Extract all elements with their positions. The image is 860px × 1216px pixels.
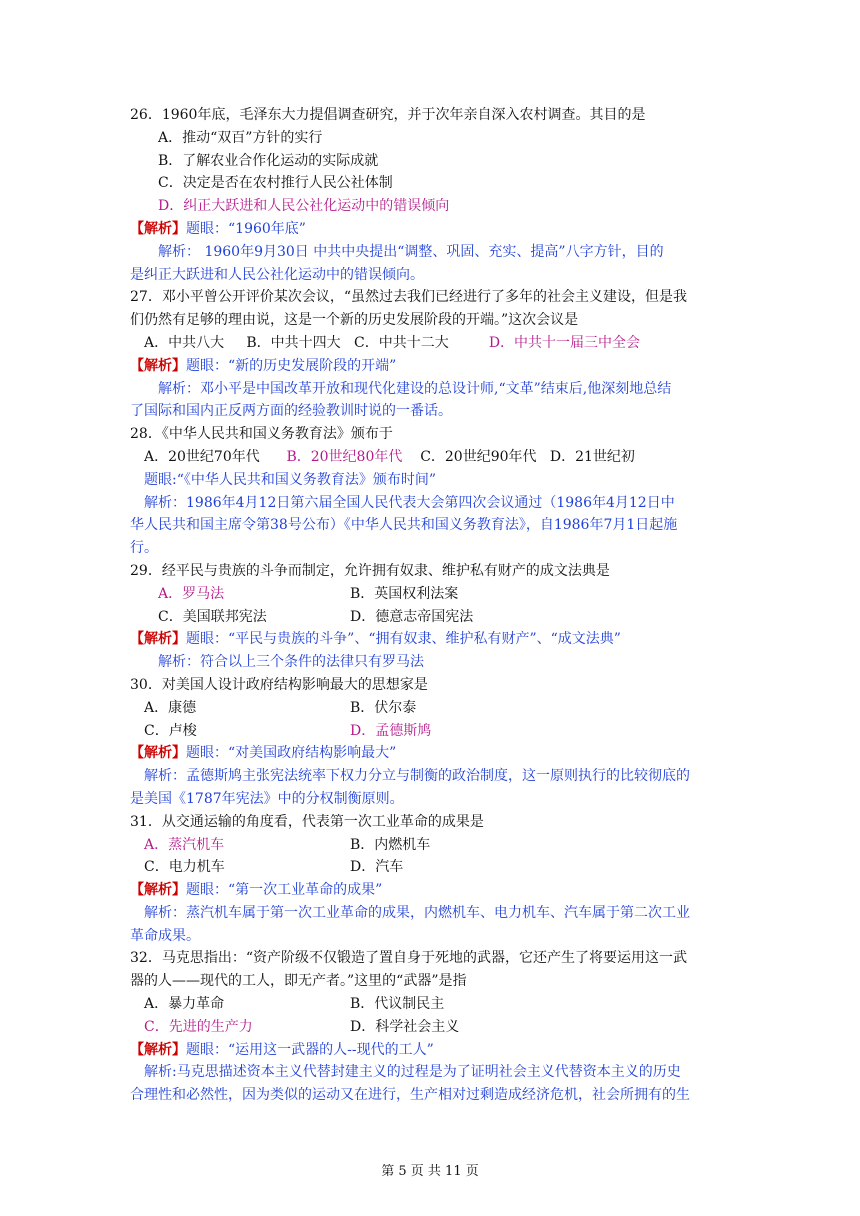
question-26-timian: 题眼：“1960年底” bbox=[186, 220, 306, 237]
question-32-analysis-line-2: 合理性和必然性，因为类似的运动又在进行，生产相对过剩造成经济危机，社会所拥有的生 bbox=[130, 1087, 690, 1104]
question-30-option-c: C．卢梭 bbox=[144, 722, 197, 739]
question-27-timian: 题眼：“新的历史发展阶段的开端” bbox=[186, 357, 397, 374]
analysis-tag: 【解析】 bbox=[130, 1041, 186, 1058]
question-31-option-c: C．电力机车 bbox=[144, 859, 225, 876]
question-28-analysis-line-1: 解析：1986年4月12日第六届全国人民代表大会第四次会议通过（1986年4月12日中 bbox=[144, 494, 675, 511]
question-30-option-b: B．伏尔泰 bbox=[350, 699, 417, 716]
question-32-analysis-header bbox=[130, 1039, 735, 1062]
question-32-option-c: C．先进的生产力 bbox=[144, 1018, 253, 1035]
page-footer: 第 5 页 共 11 页 bbox=[381, 1164, 479, 1179]
question-26-analysis-line-2: 是纠正大跃进和人民公社化运动中的错误倾向。 bbox=[130, 266, 424, 283]
question-27-analysis-line-1: 解析：邓小平是中国改革开放和现代化建设的总设计师,“文革”结束后,他深刻地总结 bbox=[158, 380, 672, 397]
question-28-timian: 题眼:“《中华人民共和国义务教育法》颁布时间” bbox=[144, 471, 437, 488]
question-26-option-d: D．纠正大跃进和人民公社化运动中的错误倾向 bbox=[158, 198, 450, 215]
question-31-option-b: B．内燃机车 bbox=[350, 836, 431, 853]
question-29-analysis-header bbox=[130, 628, 735, 651]
question-32-option-d: D．科学社会主义 bbox=[350, 1018, 460, 1035]
question-28-option-a: A．20世纪70年代 bbox=[144, 448, 260, 465]
question-27-analysis-header bbox=[130, 355, 735, 378]
question-29-option-a: A．罗马法 bbox=[158, 585, 225, 602]
question-29-stem: 29．经平民与贵族的斗争而制定，允许拥有奴隶、维护私有财产的成文法典是 bbox=[130, 562, 610, 579]
question-28-option-d: D．21世纪初 bbox=[549, 448, 635, 465]
question-32-stem-line-2: 器的人——现代的工人，即无产者。”这里的“武器”是指 bbox=[130, 973, 467, 990]
question-30-analysis-line-1: 解析：孟德斯鸠主张宪法统率下权力分立与制衡的政治制度，这一原则执行的比较彻底的 bbox=[144, 768, 690, 785]
question-28-analysis-line-2: 华人民共和国主席令第38号公布）《中华人民共和国义务教育法》，自1986年7月1日起施 bbox=[130, 517, 678, 534]
question-31-options-row-2 bbox=[130, 856, 735, 879]
question-26-analysis-line-1: 解析： 1960年9月30日 中共中央提出“调整、巩固、充实、提高”八字方针，目的 bbox=[158, 243, 664, 260]
question-31-analysis-header bbox=[130, 879, 735, 902]
question-30-analysis-line-2: 是美国《1787年宪法》中的分权制衡原则。 bbox=[130, 790, 404, 807]
question-30-options-row-2 bbox=[130, 720, 735, 743]
question-28-stem: 28．《中华人民共和国义务教育法》颁布于 bbox=[130, 426, 393, 443]
question-30-options-row-1 bbox=[130, 697, 735, 720]
analysis-tag: 【解析】 bbox=[130, 357, 186, 374]
question-28-option-c: C．20世纪90年代 bbox=[420, 448, 537, 465]
question-27-option-d: D．中共十一届三中全会 bbox=[488, 334, 641, 351]
question-32-option-b: B．代议制民主 bbox=[350, 996, 445, 1013]
question-27-option-c: C．中共十二大 bbox=[354, 334, 449, 351]
question-32-options-row-1 bbox=[130, 993, 735, 1016]
question-26-analysis-header bbox=[130, 218, 735, 241]
question-26-option-a: A．推动“双百”方针的实行 bbox=[158, 129, 323, 146]
question-29-timian: 题眼：“平民与贵族的斗争”、“拥有奴隶、维护私有财产”、“成文法典” bbox=[186, 631, 621, 648]
question-27-analysis-line-2: 了国际和国内正反两方面的经验教训时说的一番话。 bbox=[130, 403, 452, 420]
question-32-options-row-2 bbox=[130, 1016, 735, 1039]
question-28-options bbox=[130, 446, 735, 469]
analysis-tag: 【解析】 bbox=[130, 745, 186, 762]
analysis-tag: 【解析】 bbox=[130, 631, 186, 648]
question-31-timian: 题眼：“第一次工业革命的成果” bbox=[186, 882, 383, 899]
question-26-stem: 26．1960年底，毛泽东大力提倡调查研究，并于次年亲自深入农村调查。其目的是 bbox=[130, 107, 646, 123]
question-29-option-c: C．美国联邦宪法 bbox=[158, 608, 267, 625]
question-32-analysis-line-1: 解析:马克思描述资本主义代替封建主义的过程是为了证明社会主义代替资本主义的历史 bbox=[144, 1064, 681, 1081]
question-28-option-b: B．20世纪80年代 bbox=[286, 448, 403, 465]
question-32-timian: 题眼：“运用这一武器的人--现代的工人” bbox=[186, 1041, 434, 1058]
question-26-option-c: C．决定是否在农村推行人民公社体制 bbox=[158, 175, 393, 192]
question-29-option-d: D．德意志帝国宪法 bbox=[350, 608, 474, 625]
analysis-tag: 【解析】 bbox=[130, 882, 186, 899]
question-31-options-row-1 bbox=[130, 834, 735, 857]
question-29-options-row-2 bbox=[130, 606, 735, 629]
question-31-stem: 31．从交通运输的角度看，代表第一次工业革命的成果是 bbox=[130, 813, 484, 830]
question-31-analysis-line-2: 革命成果。 bbox=[130, 927, 200, 944]
question-27-stem-line-1: 27．邓小平曾公开评价某次会议，“虽然过去我们已经进行了多年的社会主义建设，但是我 bbox=[130, 289, 687, 306]
document-body bbox=[130, 104, 735, 1107]
question-30-stem: 30．对美国人设计政府结构影响最大的思想家是 bbox=[130, 676, 428, 693]
question-30-timian: 题眼：“对美国政府结构影响最大” bbox=[186, 745, 397, 762]
question-27-option-a: A．中共八大 bbox=[144, 334, 225, 351]
question-27-options bbox=[130, 332, 735, 355]
question-32-option-a: A．暴力革命 bbox=[144, 996, 225, 1013]
question-29-option-b: B．英国权利法案 bbox=[350, 585, 459, 602]
question-31-analysis-line-1: 解析：蒸汽机车属于第一次工业革命的成果，内燃机车、电力机车、汽车属于第二次工业 bbox=[144, 904, 690, 921]
question-31-option-a: A．蒸汽机车 bbox=[144, 836, 225, 853]
analysis-tag: 【解析】 bbox=[130, 220, 186, 237]
question-30-option-d: D．孟德斯鸠 bbox=[350, 722, 432, 739]
question-28-analysis-line-3: 行。 bbox=[130, 540, 158, 557]
question-30-analysis-header bbox=[130, 742, 735, 765]
question-26-option-b: B．了解农业合作化运动的实际成就 bbox=[158, 152, 379, 169]
question-29-options-row-1 bbox=[130, 583, 735, 606]
question-27-stem-line-2: 们仍然有足够的理由说，这是一个新的历史发展阶段的开端。”这次会议是 bbox=[130, 312, 579, 329]
question-29-analysis-line-1: 解析：符合以上三个条件的法律只有罗马法 bbox=[158, 654, 424, 671]
question-30-option-a: A．康德 bbox=[144, 699, 197, 716]
question-27-option-b: B．中共十四大 bbox=[246, 334, 341, 351]
question-32-stem-line-1: 32．马克思指出：“资产阶级不仅锻造了置自身于死地的武器，它还产生了将要运用这一武 bbox=[130, 950, 687, 967]
question-31-option-d: D．汽车 bbox=[350, 859, 404, 876]
